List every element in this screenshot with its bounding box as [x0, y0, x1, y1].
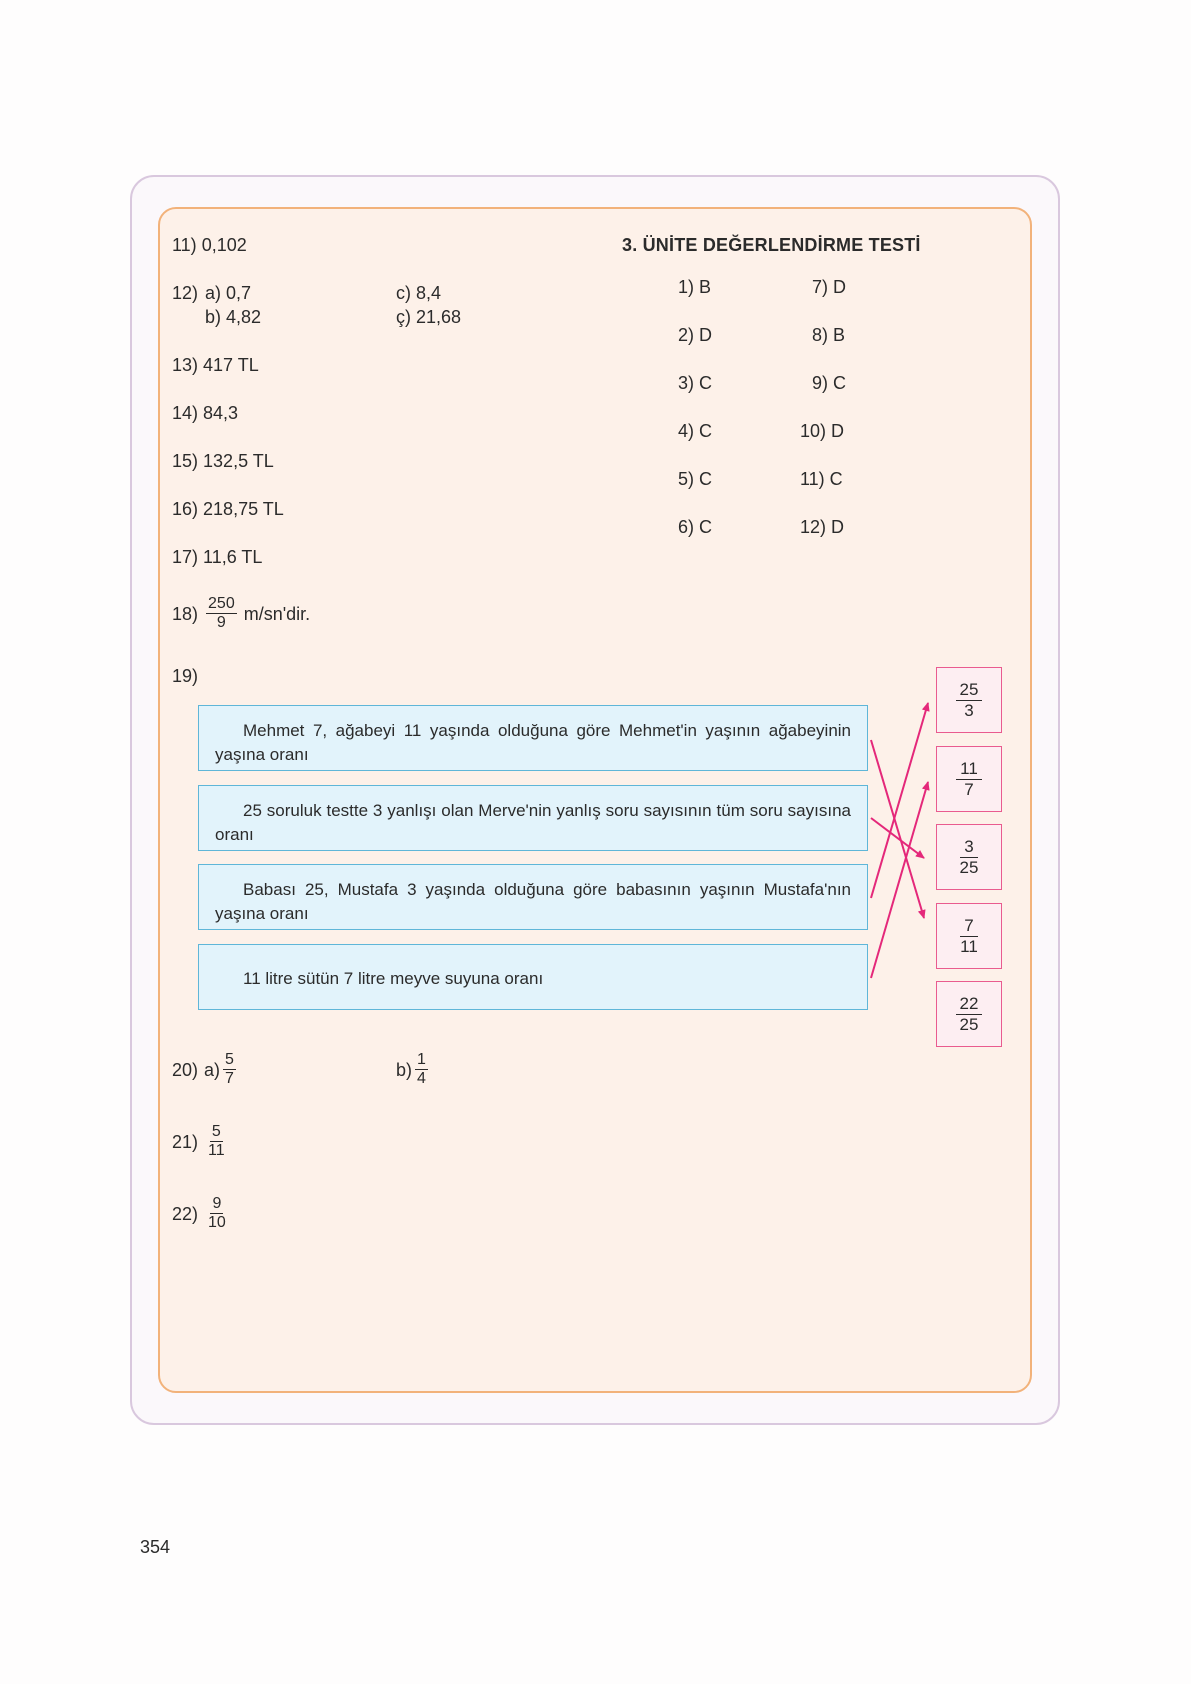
test-answer-6: 6) C	[678, 517, 713, 537]
fraction: $\frac{9}{10}$	[208, 1195, 226, 1231]
fraction-box-2: $\frac{11}{7}$	[936, 746, 1002, 812]
test-answer-11: 11) C	[800, 469, 843, 489]
test-answer-4: 4) C	[678, 421, 713, 441]
match-statement-4: 11 litre sütün 7 litre meyve suyuna oranı	[198, 944, 868, 1010]
page-number: 354	[140, 1537, 171, 1557]
answer-22: 22) $\frac{9}{10}$	[172, 1195, 226, 1231]
answer-12-number: 12)	[172, 283, 199, 303]
match-statement-2: 25 soruluk testte 3 yanlışı olan Merve'nin yanlış soru sayısının tüm soru sayısına oranı	[198, 785, 868, 851]
unit-test-title: 3. ÜNİTE DEĞERLENDİRME TESTİ	[622, 235, 921, 255]
answer-17: 17) 11,6 TL	[172, 547, 263, 567]
test-answer-5: 5) C	[678, 469, 713, 489]
answer-21: 21) $\frac{5}{11}$	[172, 1123, 225, 1159]
answer-11	[172, 234, 247, 256]
fraction: $\frac{5}{11}$	[208, 1123, 225, 1159]
answer-14: 14) 84,3	[172, 403, 239, 423]
test-answer-2: 2) D	[678, 325, 713, 345]
answer-18: 18) $\frac{250}{9}$ m/sn'dir.	[172, 595, 311, 631]
test-answer-12: 12) D	[800, 517, 845, 537]
answer-12a: a) 0,7	[205, 283, 252, 303]
fraction-box-1: $\frac{25}{3}$	[936, 667, 1002, 733]
answer-20: 20) a) $\frac{5}{7}$	[172, 1051, 234, 1087]
answer-12c: c) 8,4	[396, 283, 442, 303]
test-answer-7: 7) D	[812, 277, 847, 297]
test-answer-8: 8) B	[812, 325, 846, 345]
answer-19-number: 19)	[172, 666, 199, 686]
fraction: $\frac{1}{4}$	[417, 1051, 426, 1087]
test-answer-9: 9) C	[812, 373, 847, 393]
answer-12b: b) 4,82	[205, 307, 262, 327]
answer-13: 13) 417 TL	[172, 355, 259, 375]
answer-20b: b) $\frac{1}{4}$	[396, 1051, 426, 1087]
fraction-box-3: $\frac{3}{25}$	[936, 824, 1002, 890]
fraction-box-5: $\frac{22}{25}$	[936, 981, 1002, 1047]
test-answer-10: 10) D	[800, 421, 845, 441]
answer-15: 15) 132,5 TL	[172, 451, 274, 471]
answer-16: 16) 218,75 TL	[172, 499, 284, 519]
answer-value: 0,102	[201, 235, 247, 255]
test-answer-1: 1) B	[678, 277, 712, 297]
fraction: $\frac{5}{7}$	[225, 1051, 234, 1087]
test-answer-3: 3) C	[678, 373, 713, 393]
fraction: $\frac{250}{9}$	[208, 595, 235, 631]
fraction-box-4: $\frac{7}{11}$	[936, 903, 1002, 969]
answer-number: 11)	[172, 235, 197, 255]
answer-12cc: ç) 21,68	[396, 307, 462, 327]
match-statement-1: Mehmet 7, ağabeyi 11 yaşında olduğuna göre Mehmet'in yaşının ağabeyinin yaşına oranı	[198, 705, 868, 771]
match-statement-3: Babası 25, Mustafa 3 yaşında olduğuna göre babasının yaşının Mustafa'nın yaşına oranı	[198, 864, 868, 930]
